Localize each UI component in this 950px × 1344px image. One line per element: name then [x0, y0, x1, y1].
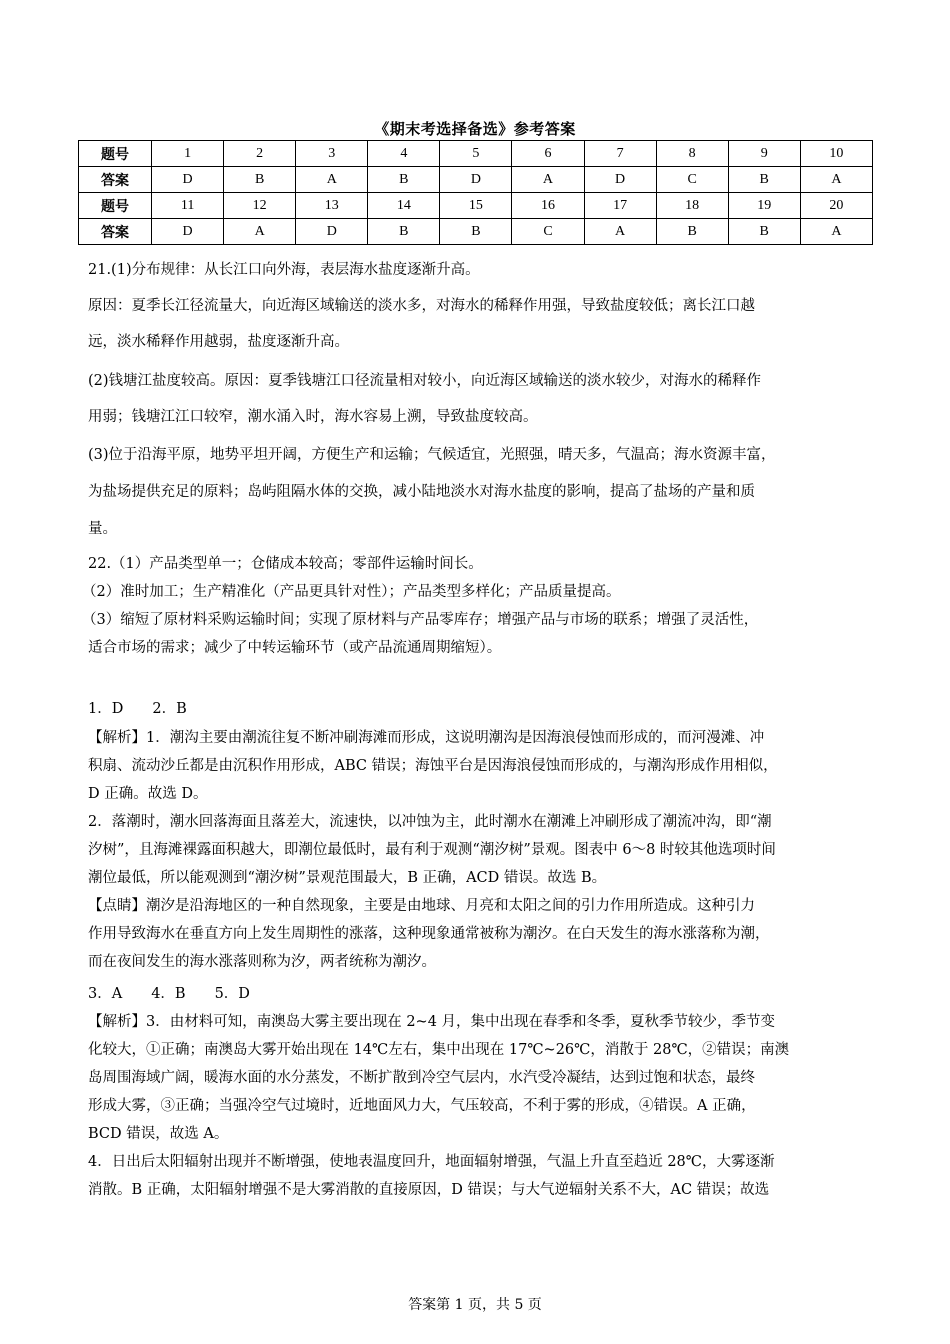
table-cell: C — [656, 167, 728, 193]
text-line: 潮位最低，所以能观测到“潮汐树”景观范围最大，B 正确，ACD 错误。故选 B。 — [88, 870, 607, 886]
text-line: (3)位于沿海平原，地势平坦开阔，方便生产和运输；气候适宜，光照强，晴天多，气温高；海水资源丰富， — [88, 447, 776, 463]
table-cell: 11 — [152, 193, 224, 219]
text-line: 为盐场提供充足的原料；岛屿阻隔水体的交换，减小陆地淡水对海水盐度的影响，提高了盐场的产量和质 — [88, 484, 755, 500]
text-line: 形成大雾，③正确；当强冷空气过境时，近地面风力大，气压较高，不利于雾的形成，④错误。A 正确， — [88, 1098, 756, 1114]
row-label: 题号 — [79, 193, 152, 219]
text-line: 作用导致海水在垂直方向上发生周期性的涨落，这种现象通常被称为潮汐。在白天发生的海水涨落称为潮， — [88, 926, 770, 942]
table-row — [79, 219, 873, 245]
text-line: 【点睛】潮汐是沿海地区的一种自然现象，主要是由地球、月亮和太阳之间的引力作用所造成。这种引力 — [88, 898, 755, 914]
table-cell: 17 — [584, 193, 656, 219]
table-cell: A — [224, 219, 296, 245]
table-cell: B — [368, 219, 440, 245]
text-line: 3．A 4．B 5．D — [88, 986, 250, 1002]
text-line: 【解析】3．由材料可知，南澳岛大雾主要出现在 2~4 月，集中出现在春季和冬季，夏秋季节较少，季节变 — [88, 1014, 776, 1030]
table-cell: A — [800, 167, 872, 193]
table-cell: A — [296, 167, 368, 193]
table-cell: B — [440, 219, 512, 245]
table-cell: 6 — [512, 141, 584, 167]
table-row — [79, 167, 873, 193]
table-cell: 2 — [224, 141, 296, 167]
table-cell: D — [152, 167, 224, 193]
table-cell: B — [728, 167, 800, 193]
text-line: 消散。B 正确，太阳辐射增强不是大雾消散的直接原因，D 错误；与大气逆辐射关系不大，AC 错误；故选 — [88, 1182, 770, 1198]
table-cell: C — [512, 219, 584, 245]
table-row — [79, 141, 873, 167]
text-line: 2．落潮时，潮水回落海面且落差大，流速快，以冲蚀为主，此时潮水在潮滩上冲刷形成了潮流冲沟，即“潮 — [88, 814, 772, 830]
table-cell: B — [728, 219, 800, 245]
text-line: 原因：夏季长江径流量大，向近海区域输送的淡水多，对海水的稀释作用强，导致盐度较低；离长江口越 — [88, 298, 755, 314]
table-cell: 7 — [584, 141, 656, 167]
table-cell: A — [584, 219, 656, 245]
row-label: 答案 — [79, 219, 152, 245]
text-line: 1．D 2．B — [88, 701, 187, 717]
table-cell: B — [224, 167, 296, 193]
table-cell: 3 — [296, 141, 368, 167]
text-line: （3）缩短了原材料采购运输时间；实现了原材料与产品零库存；增强产品与市场的联系；增强了灵活性， — [82, 612, 759, 628]
text-line: 用弱；钱塘江江口较窄，潮水涌入时，海水容易上溯，导致盐度较高。 — [88, 409, 538, 425]
text-line: 积扇、流动沙丘都是由沉积作用形成，ABC 错误；海蚀平台是因海浪侵蚀而形成的，与潮沟形成作用相似， — [88, 758, 778, 774]
table-cell: 18 — [656, 193, 728, 219]
text-line: （2）准时加工；生产精准化（产品更具针对性）；产品类型多样化；产品质量提高。 — [82, 584, 621, 600]
table-cell: 5 — [440, 141, 512, 167]
text-line: (2)钱塘江盐度较高。原因：夏季钱塘江口径流量相对较小，向近海区域输送的淡水较少，对海水的稀释作 — [88, 373, 762, 389]
table-cell: D — [296, 219, 368, 245]
row-label: 题号 — [79, 141, 152, 167]
table-cell: 13 — [296, 193, 368, 219]
text-line: 汐树”，且海滩裸露面积越大，即潮位最低时，最有利于观测“潮汐树”景观。图表中 6～8 时较其他选项时间 — [88, 842, 776, 858]
text-line: BCD 错误，故选 A。 — [88, 1126, 229, 1142]
text-line: 适合市场的需求；减少了中转运输环节（或产品流通周期缩短）。 — [88, 640, 502, 656]
answer-table — [78, 140, 873, 245]
table-cell: 4 — [368, 141, 440, 167]
text-line: D 正确。故选 D。 — [88, 786, 208, 802]
table-cell: 14 — [368, 193, 440, 219]
text-line: 而在夜间发生的海水涨落则称为汐，两者统称为潮汐。 — [88, 954, 436, 970]
text-line: 岛周围海域广阔，暖海水面的水分蒸发，不断扩散到冷空气层内，水汽受冷凝结，达到过饱和状态，最终 — [88, 1070, 755, 1086]
text-line: 远，淡水稀释作用越弱，盐度逐渐升高。 — [88, 334, 349, 350]
text-line: 【解析】1．潮沟主要由潮流往复不断冲刷海滩而形成，这说明潮沟是因海浪侵蚀而形成的，而河漫滩、冲 — [88, 730, 765, 746]
table-cell: D — [584, 167, 656, 193]
table-row — [79, 193, 873, 219]
text-line: 22.（1）产品类型单一；仓储成本较高；零部件运输时间长。 — [88, 556, 483, 572]
table-cell: 12 — [224, 193, 296, 219]
table-cell: B — [656, 219, 728, 245]
text-line: 21.(1)分布规律：从长江口向外海，表层海水盐度逐渐升高。 — [88, 262, 480, 278]
page-footer: 答案第 1 页，共 5 页 — [408, 1297, 542, 1313]
text-line: 4．日出后太阳辐射出现并不断增强，使地表温度回升，地面辐射增强，气温上升直至趋近 28℃，大雾逐渐 — [88, 1154, 775, 1170]
table-cell: A — [800, 219, 872, 245]
text-line: 化较大，①正确；南澳岛大雾开始出现在 14℃左右，集中出现在 17℃~26℃，消散于 28℃，②错误；南澳 — [88, 1042, 790, 1058]
table-cell: 10 — [800, 141, 872, 167]
table-cell: A — [512, 167, 584, 193]
table-cell: 8 — [656, 141, 728, 167]
table-cell: 15 — [440, 193, 512, 219]
table-cell: 20 — [800, 193, 872, 219]
table-cell: B — [368, 167, 440, 193]
table-cell: 9 — [728, 141, 800, 167]
table-cell: D — [440, 167, 512, 193]
text-line: 量。 — [88, 521, 117, 537]
table-cell: 1 — [152, 141, 224, 167]
table-cell: 19 — [728, 193, 800, 219]
table-cell: D — [152, 219, 224, 245]
page-title: 《期末考选择备选》参考答案 — [374, 120, 576, 138]
row-label: 答案 — [79, 167, 152, 193]
table-cell: 16 — [512, 193, 584, 219]
